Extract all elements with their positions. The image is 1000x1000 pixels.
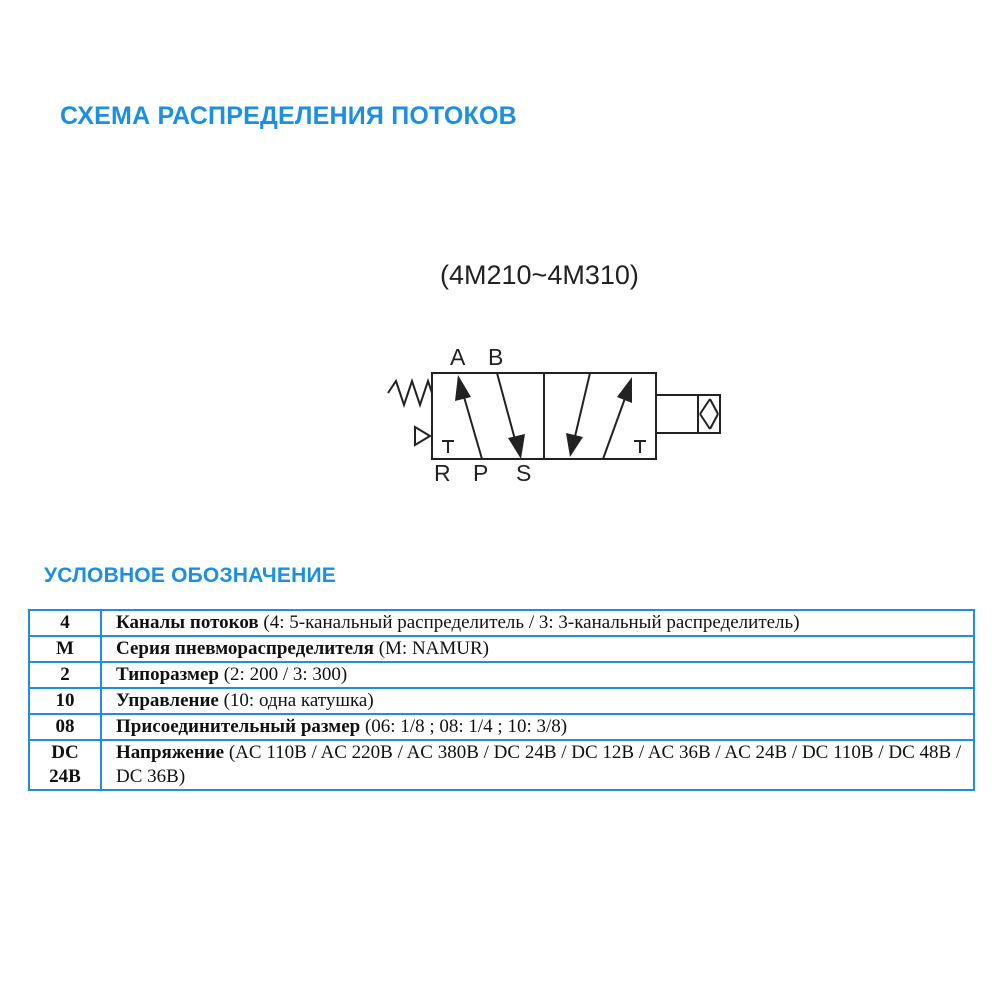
description-cell	[101, 714, 974, 740]
spring-symbol	[388, 381, 432, 405]
table-row	[29, 610, 974, 636]
term-text: Серия пневмораспределителя	[116, 638, 374, 659]
flow-line-right-1	[573, 373, 590, 445]
code-cell: 10	[29, 688, 101, 714]
flow-scheme-heading: СХЕМА РАСПРЕДЕЛЕНИЯ ПОТОКОВ	[60, 102, 517, 130]
table-row	[29, 714, 974, 740]
table-row	[29, 662, 974, 688]
port-label-r: R	[434, 460, 451, 486]
description-cell	[101, 740, 974, 790]
code-cell: 08	[29, 714, 101, 740]
code-cell: M	[29, 636, 101, 662]
designation-heading: УСЛОВНОЕ ОБОЗНАЧЕНИЕ	[44, 564, 336, 587]
designation-table	[28, 609, 975, 791]
term-text: Напряжение	[116, 742, 225, 763]
flow-line-b-to-s	[497, 373, 517, 447]
coil-diagonal-3	[710, 399, 718, 414]
term-text: Каналы потоков	[116, 612, 259, 633]
detail-text: (M: NAMUR)	[373, 638, 490, 659]
port-label-s: S	[516, 460, 532, 486]
code-cell: 4	[29, 610, 101, 636]
detail-text: (4: 5-канальный распределитель / 3: 3-канальный распределитель)	[258, 612, 800, 633]
coil-diagonal-2	[700, 414, 710, 429]
description-cell	[101, 610, 974, 636]
table-row	[29, 688, 974, 714]
description-cell	[101, 636, 974, 662]
coil-diagonal-1	[700, 399, 710, 414]
detail-text: (06: 1/8 ; 08: 1/4 ; 10: 3/8)	[360, 716, 568, 737]
port-label-p: P	[473, 460, 489, 486]
arrowhead-a	[455, 375, 471, 401]
table-row	[29, 636, 974, 662]
arrowhead-right-2	[617, 377, 632, 403]
term-text: Присоединительный размер	[116, 716, 361, 737]
detail-text: (10: одна катушка)	[218, 690, 374, 711]
pilot-triangle	[415, 427, 430, 445]
term-text: Управление	[116, 690, 219, 711]
flow-line-p-to-a	[462, 390, 482, 459]
valve-symbol-diagram	[370, 335, 740, 490]
description-cell	[101, 688, 974, 714]
port-label-b: B	[488, 344, 504, 370]
solenoid-stem	[656, 395, 698, 433]
coil-diagonal-4	[710, 414, 718, 429]
code-cell: DC 24B	[29, 740, 101, 790]
flow-line-right-2	[603, 390, 628, 459]
code-cell: 2	[29, 662, 101, 688]
model-range-label: (4M210~4M310)	[440, 260, 639, 290]
detail-text: (2: 200 / 3: 300)	[218, 664, 348, 685]
term-text: Типоразмер	[116, 664, 219, 685]
detail-text: (AC 110B / AC 220B / AC 380B / DC 24B / DC 12B / AC 36B / AC 24B / DC 110B / DC 48B / DC 36B)	[116, 742, 962, 787]
table-row	[29, 740, 974, 790]
arrowhead-right-1	[566, 433, 583, 457]
arrowhead-s	[508, 434, 525, 459]
port-label-a: A	[450, 344, 466, 370]
description-cell	[101, 662, 974, 688]
